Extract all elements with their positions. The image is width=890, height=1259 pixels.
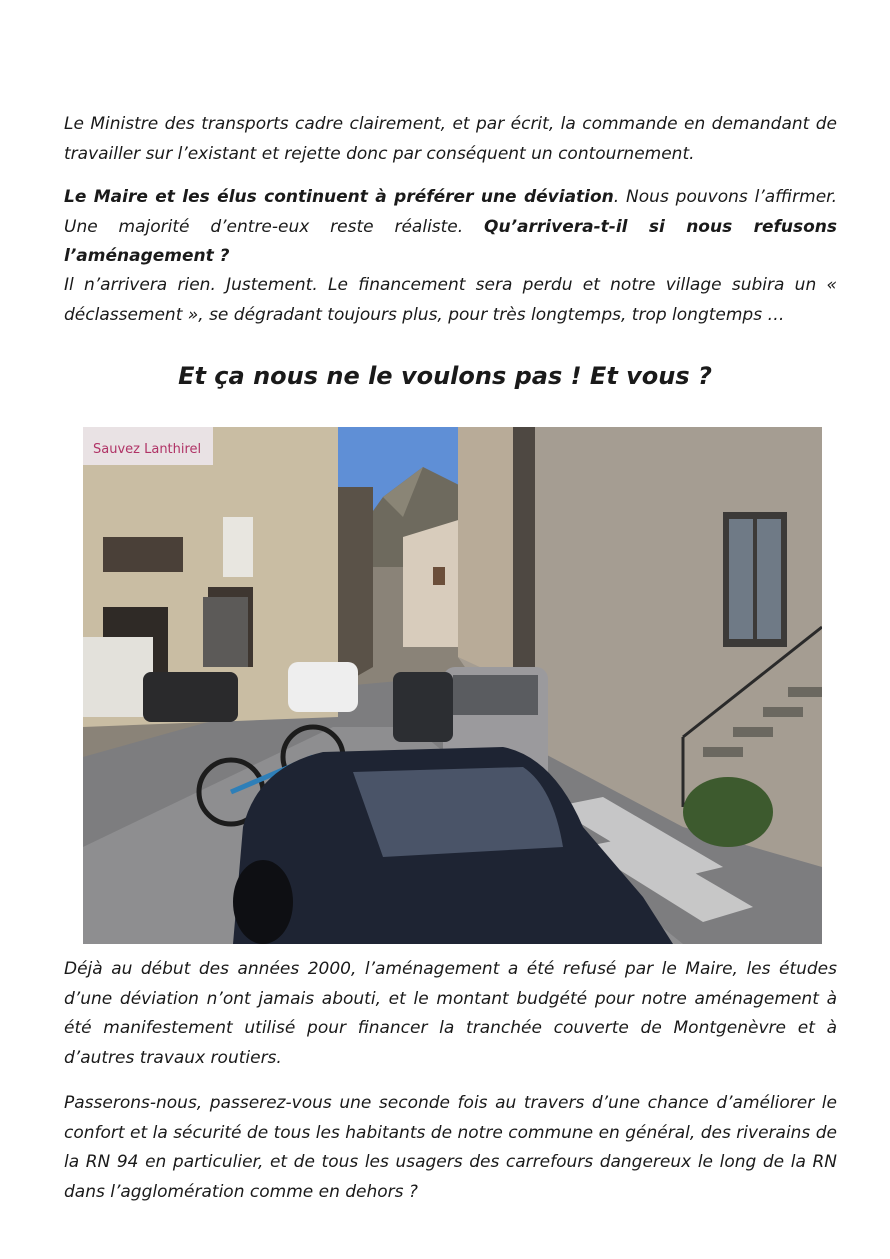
paragraph-mayor	[64, 183, 837, 272]
headline: Et ça nous ne le voulons pas ! Et vous ?	[178, 362, 712, 390]
banner-text: Sauvez Lanthirel	[93, 442, 202, 457]
paragraph-history: Déjà au début des années 2000, l’aménagement a été refusé par le Maire, les études d’une déviation n’ont jamais abouti, et le montant budgété pour notre aménagement à été manifestement utilisé pour financer la tranchée couverte de Montgenèvre et à d’autres travaux routiers.	[64, 959, 837, 1068]
paragraph-question: Passerons-nous, passerez-vous une seconde fois au travers d’une chance d’améliorer le confort et la sécurité de tous les habitants de notre commune en général, des riverains de la RN 94 en particulier, et de tous les usagers des carrefours dangereux le long de la RN dans l’agglomération comme en dehors ?	[64, 1093, 837, 1202]
paragraph-consequence: Il n’arrivera rien. Justement. Le financement sera perdu et notre village subira un « déclassement », se dégradant toujours plus, pour très longtemps, trop longtemps …	[64, 275, 837, 325]
paragraph-minister: Le Ministre des transports cadre clairement, et par écrit, la commande en demandant de travailler sur l’existant et rejette donc par conséquent un contournement.	[64, 114, 837, 164]
mayor-bold-statement: Le Maire et les élus continuent à préférer une déviation	[64, 187, 614, 207]
street-photo	[83, 427, 822, 944]
question-bold: Qu’arrivera-t-il si nous refusons l’aménagement ?	[64, 216, 838, 266]
mayor-middle-text: . Nous pouvons l’affirmer. Une majorité d’entre-eux reste réaliste.	[64, 187, 837, 237]
